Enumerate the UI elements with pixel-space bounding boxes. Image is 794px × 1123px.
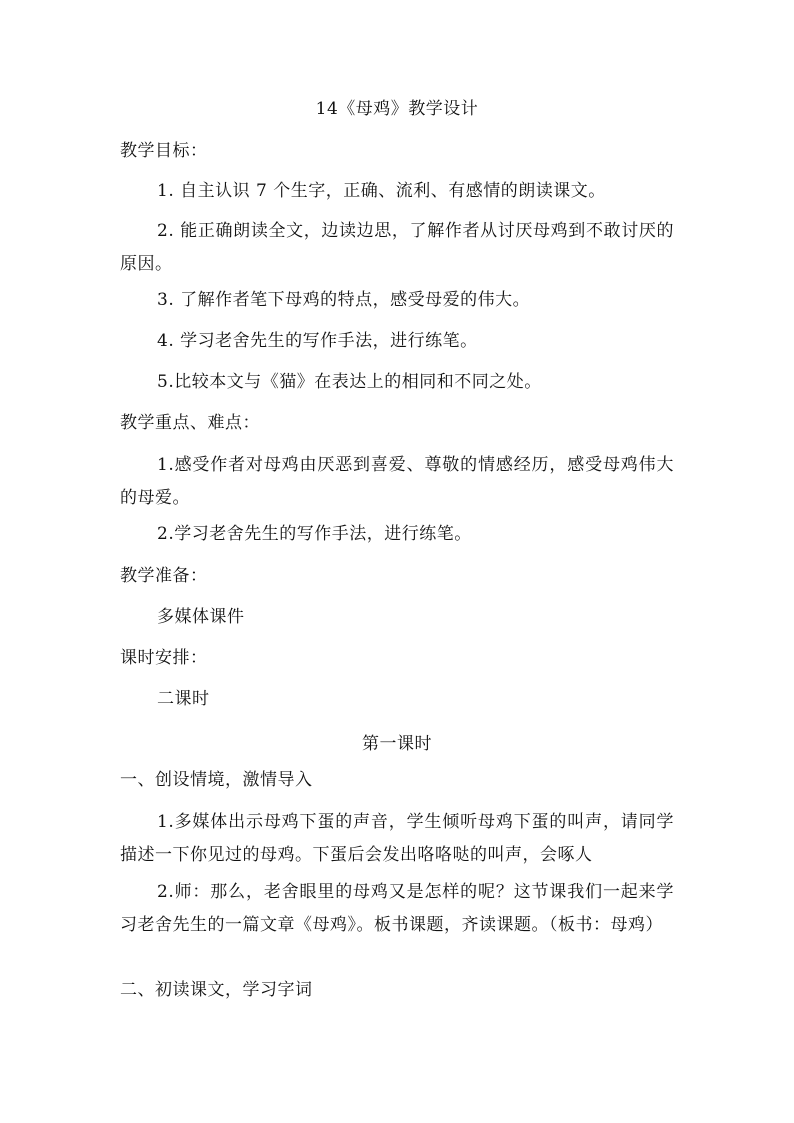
section-2-heading: 二、初读课文，学习字词 (120, 980, 313, 1000)
keypoint-item-2: 2.学习老舍先生的写作手法，进行练笔。 (157, 524, 472, 544)
prep-heading: 教学准备： (120, 566, 208, 586)
schedule-item: 二课时 (157, 689, 210, 709)
lesson-title: 第一课时 (362, 734, 432, 754)
keypoints-heading: 教学重点、难点： (120, 413, 260, 433)
objective-item-4: 4. 学习老舍先生的写作手法，进行练笔。 (157, 331, 478, 351)
section-1-item-2: 2.师：那么，老舍眼里的母鸡又是怎样的呢？这节课我们一起来学习老舍先生的一篇文章《母鸡》。板书课题，齐读课题。（板书：母鸡） (120, 882, 674, 935)
objective-item-3: 3. 了解作者笔下母鸡的特点，感受母爱的伟大。 (157, 290, 531, 310)
objective-item-1: 1. 自主认识 7 个生字，正确、流利、有感情的朗读课文。 (157, 181, 606, 201)
section-1-item-1: 1.多媒体出示母鸡下蛋的声音，学生倾听母鸡下蛋的叫声，请同学描述一下你见过的母鸡。下蛋后会发出咯咯哒的叫声，会啄人 (120, 812, 674, 865)
schedule-heading: 课时安排： (120, 648, 208, 668)
objective-item-2: 2. 能正确朗读全文，边读边思，了解作者从讨厌母鸡到不敢讨厌的原因。 (120, 221, 674, 274)
section-1-heading: 一、创设情境，激情导入 (120, 770, 313, 790)
objectives-heading: 教学目标： (120, 141, 208, 161)
objective-item-5: 5.比较本文与《猫》在表达上的相同和不同之处。 (157, 372, 542, 392)
document-title: 14《母鸡》教学设计 (315, 99, 479, 119)
prep-item: 多媒体课件 (157, 607, 245, 627)
keypoint-item-1: 1.感受作者对母鸡由厌恶到喜爱、尊敬的情感经历，感受母鸡伟大的母爱。 (120, 455, 674, 508)
